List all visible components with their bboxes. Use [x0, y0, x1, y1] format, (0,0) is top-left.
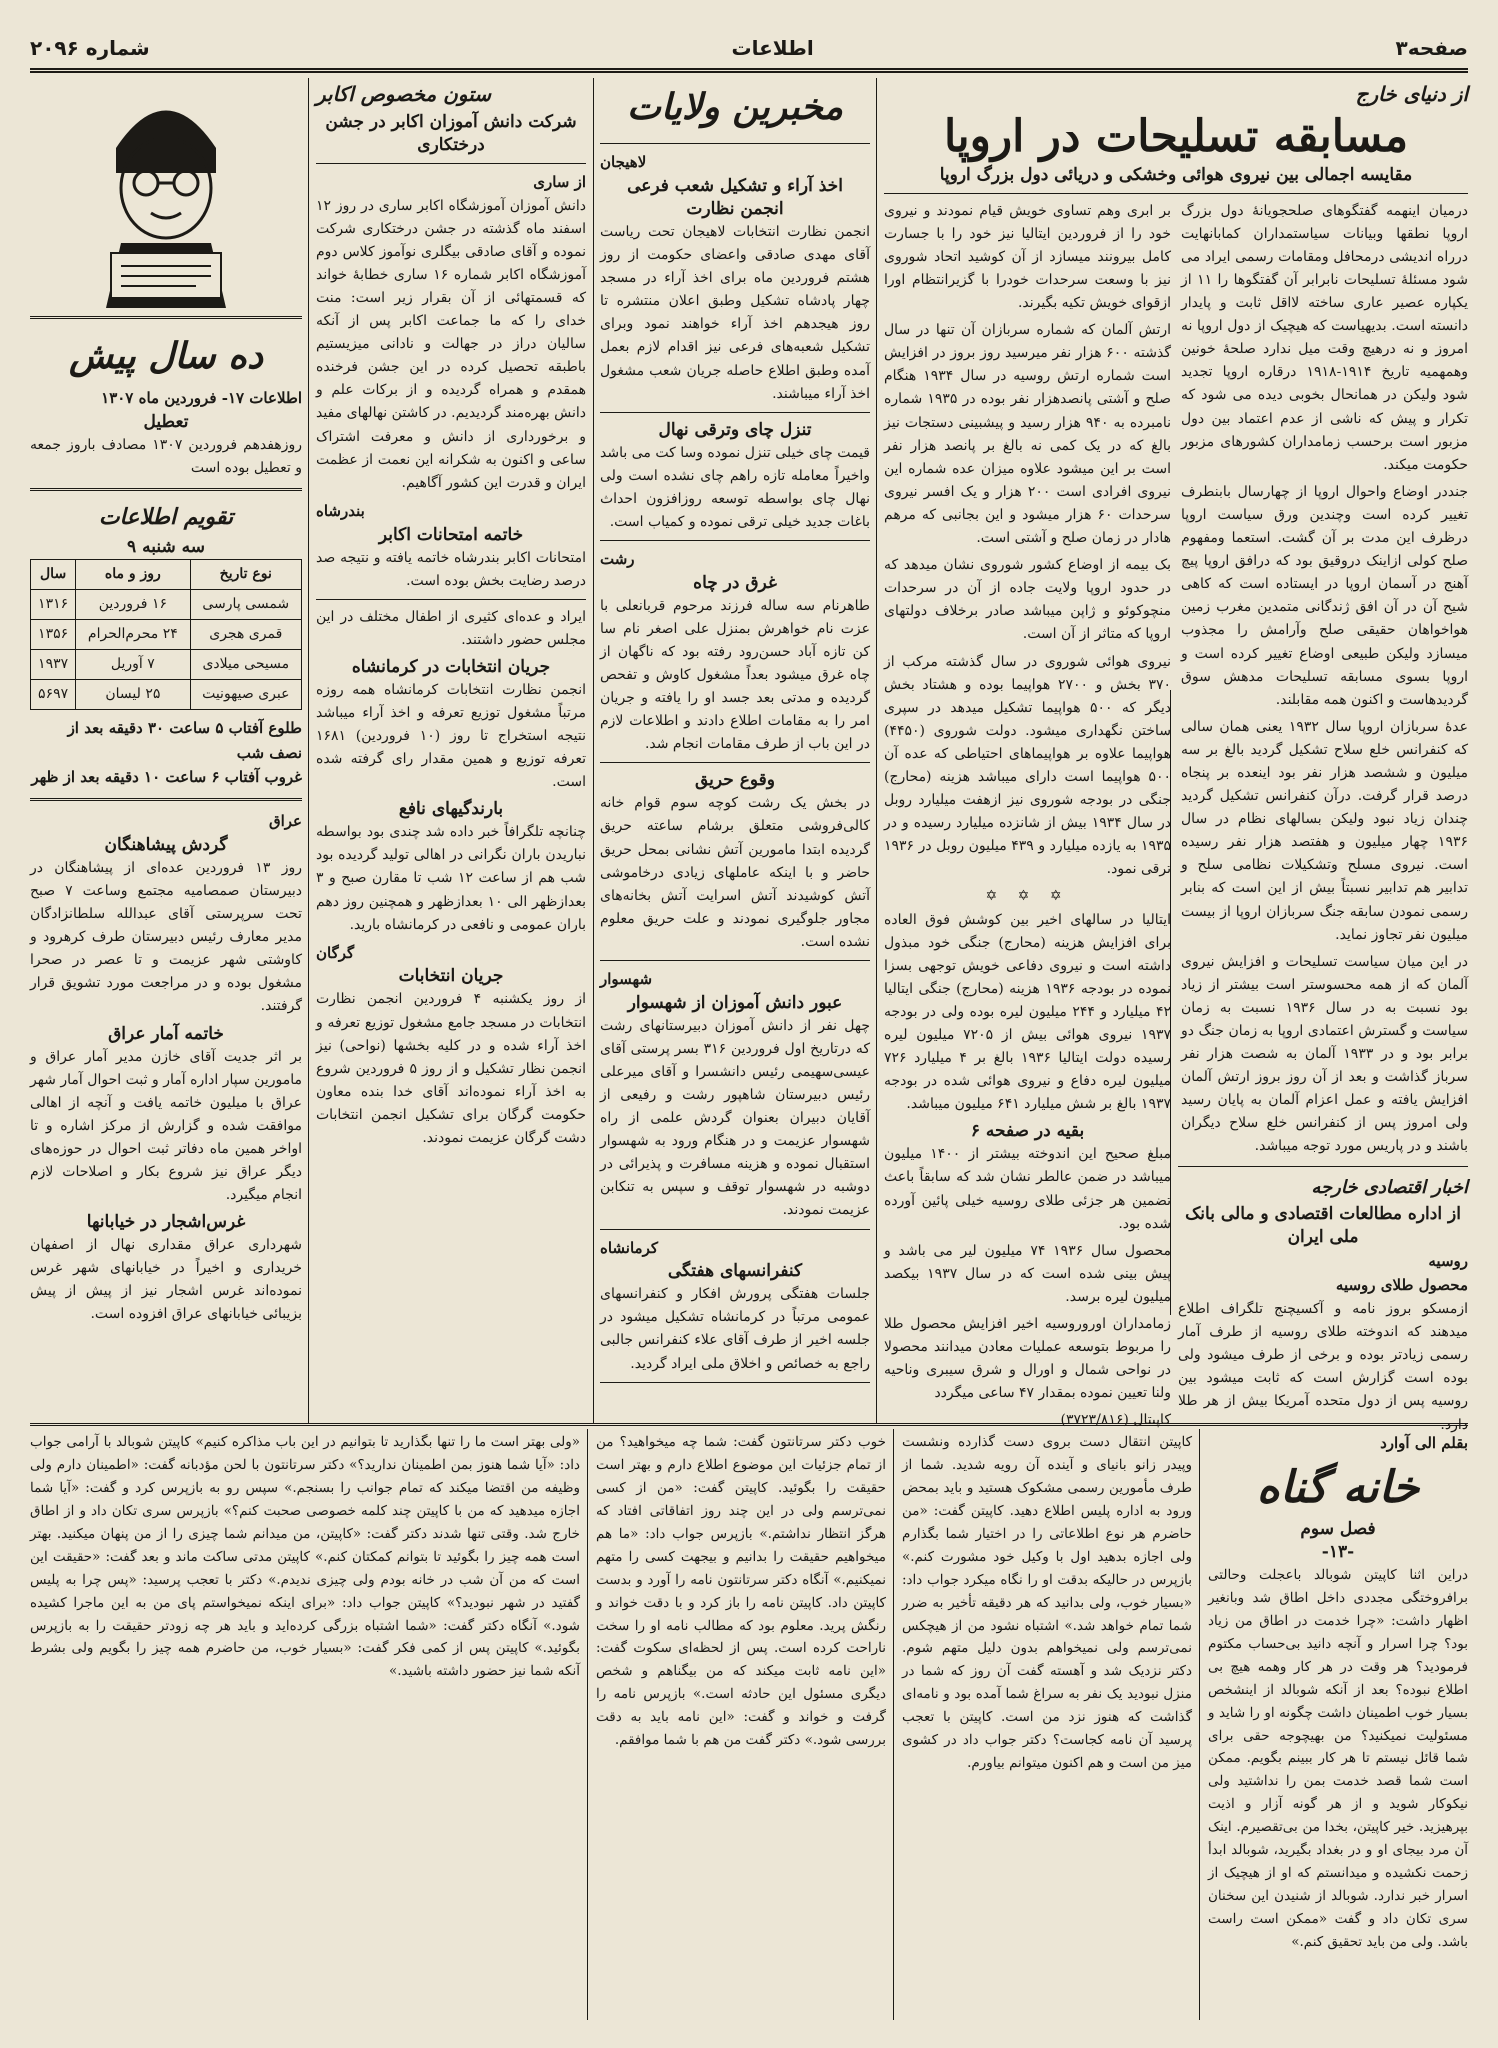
- calendar-cell: مسیحی میلادی: [190, 649, 301, 679]
- calendar-header: نوع تاریخ: [190, 559, 301, 589]
- article-paragraph: مبلغ صحیح این اندوخته بیشتر از ۱۴۰۰ میلیون میباشد در ضمن عالطر نشان شد که سابقاً باعث تضمین هر جزئی طلای روسیه خیلی پائین آورده شده بود.: [884, 1146, 1172, 1232]
- calendar-cell: ۵۶۹۷: [31, 679, 76, 709]
- headline: خاتمه امتحانات اکابر: [378, 524, 524, 545]
- calendar-cell: ۱۳۵۶: [31, 619, 76, 649]
- article-paragraph: روزهفدهم فروردین ۱۳۰۷ مصادف باروز جمعه و تعطیل بوده است: [30, 437, 302, 477]
- calendar-cell: شمسی پارسی: [190, 589, 301, 619]
- article-paragraph: ارتش آلمان که شماره سربازان آن تنها در سال گذشته ۶۰۰ هزار نفر میرسید روز بروز در افزایش است شماره ارتش روسیه در سال ۱۹۳۴ هنگام صلح و آشتی پانصدهزار نفر بوده در ۱۹۳۵ شماره نامبرده به ۹۴۰ هزار رسید و پیشبینی دستجات نیز بالغ که در یک کمی نه بالغ بر پانصد هزار نفر است بر این میشود علاوه میزان عده شماره این نیروی افرادی است ۲۰۰ هزار و یک افسر نیروی سرحدات ۶۰ هزار میشود و این بجانبی که مرهم هادار در زمان صلح و آشتی است.: [884, 322, 1172, 547]
- calendar-row: [31, 589, 302, 619]
- place-label: کرمانشاه: [600, 1238, 659, 1257]
- serial-story-band: [30, 1423, 1468, 2020]
- story-chapter: فصل سوم: [1300, 1519, 1376, 1540]
- section-title: مخبرین ولایات: [627, 86, 843, 128]
- headline: وقوع حریق: [695, 770, 775, 791]
- place-label: از ساری: [533, 172, 586, 191]
- story-column: [30, 1423, 580, 2020]
- article-paragraph: درمیان اینهمه گفتگوهای صلحجویانهٔ دول بزرگ اروپا نطقها وبیانات سیاستمداران کمابانهایت درراه اندیشی درمحافل ومقامات رسمی ایراد می شود مسئلهٔ تسلیحات نابرابر آن گفتگوها را ۱۱ از یکپاره عصیر عاری ساخته لااقل ثابت و پایدار دانسته است. بدیهیاست که هیچیک از دول اروپا نه امروز و نه درهیچ وقت میل ندارد صلحهٔ خونین وهمهمیه تاریخ ۱۹۱۴-۱۹۱۸ درقاره اروپا تجدید شود ولیکن در همانحال بخوبی دیده می شود که تکرار و پیش که ناشی از عدم اعتماد بین دول مزبور است برحسب زمامداران کشورهای مزبور حکومت میکند.: [1181, 202, 1468, 473]
- article-paragraph: ایتالیا در سالهای اخیر بین کوشش فوق العاده برای افزایش هزینه (محارج) جنگی خود مبذول داشته است و نیروی دفاعی خویش توجهی بسزا نموده در بودجه ۱۹۳۶ هزینه (محارج) جنگی ایتالیا ۴۲ میلیارد و ۲۴۴ میلیون لیره بوده ولی در بودجه ۱۹۳۷ نیروی هوائی بیش از ۷۲۰۵ میلیون لیره رسیده دولت ایتالیا ۱۹۳۶ بالغ بر ۴ میلیارد ۷۲۶ میلیون لیره دفاع و نیروی هوائی شده در بودجه ۱۹۳۷ بالغ بر شش میلیارد ۶۴۱ میلیون میباشد.: [884, 911, 1171, 1113]
- article-paragraph: در این میان سیاست تسلیحات و افزایش نیروی آلمان که از همه محسوستر است بیشتر از زیاد بود نسبت به در سال ۱۹۳۶ نسبت به زمان سیاست و گسترش اعتمادی اروپا به زمان جنگ دو برابر بود و در ۱۹۳۳ آلمان به شصت هزار نفر سرباز گذاشت و بعد از آن روز بروز ارتش آلمان افزایش یافته و عمل اعزام آلمان به پایان رسید ولی امروز پس از کنفرانس خلع سلاح دیگران باشند و در پاریس مورد توجه میباشد.: [1181, 953, 1469, 1155]
- place-label: عراق: [268, 812, 302, 831]
- article-paragraph: زمامداران اوروروسیه اخیر افزایش محصول طلا را مربوط بتوسعه عملیات معادن میدانند محصولا در نواحی شمال و اورال و شرق سیبری وناحیه ولنا تعیین نموده بمقدار ۴۷ ساعی میگردد: [884, 1315, 1171, 1402]
- issue-number: شماره ۲۰۹۶: [30, 36, 150, 60]
- calendar-row: [31, 619, 302, 649]
- story-number: -۱۳-: [1321, 1542, 1355, 1563]
- headline: تعطیل: [143, 412, 189, 433]
- article-paragraph: انجمن نظارت انتخابات کرمانشاه همه روزه مرتباً مشغول توزیع تعرفه و اخذ آراء میباشد نتیجه استخراج تا روز (۱۰ فروردین) ۱۶۸۱ تعرفه توزیع و همین مقدار رای گرفته شده است.: [316, 681, 586, 791]
- headline: جریان انتخابات در کرمانشاه: [351, 656, 551, 677]
- article-paragraph: چهل نفر از دانش آموزان دبیرستانهای رشت که درتاریخ اول فروردین ۳۱۶ بسر پرستی آقای عیسی‌سهیمی رئیس دانشسرا و آقای میرعلی رئیس دبیرستان شاهپور رشت و رفیعی از آقایان دبیران بعنوان گردش علمی از راه شهسوار عزیمت و در هنگام ورود به شهسوار استقبال نموده و هزینه مسافرت و پذیرائی در دوشبه در شهسوار توقف و سپس به تنکابن عزیمت نمودند.: [600, 1017, 870, 1219]
- article-paragraph: قیمت چای خیلی تنزل نموده وسا کت می باشد واخیراً معامله تازه راهم چای نشده است ولی نهال چای بواسطه توسعه روزافزون احداث باغات جدید خیلی ترقی نموده و کمیاب است.: [600, 444, 870, 530]
- page-number: صفحه۳: [1395, 36, 1468, 60]
- calendar-cell: ۱۶ فروردین: [76, 589, 190, 619]
- calendar-cell: ۱۳۱۶: [31, 589, 76, 619]
- article-paragraph: نیروی هوائی شوروی در سال گذشته مرکب از ۳۷۰ بخش و ۲۷۰۰ هواپیما بوده و هشتاد بخش دیگر که ۵۰۰ هواپیما تشکیل میدهد در سپری ساختن نگهداری میشود. دولت شوروی (۴۴۵۰) هواپیما علاوه بر هواپیماهای احتیاطی که عده آن ۵۰۰ هواپیما است دارای میباشد هزینه (محارج) جنگی در بودجه شوروی نیز ازهفت میلیارد روبل در سال ۱۹۳۴ بیش از شانزده میلیارد رسیده و در ۱۹۳۵ به یازده میلیارد و ۴۳۹ میلیون روبل در ۱۹۳۶ ترقی نمود.: [884, 653, 1171, 878]
- section-title: ده سال پیش: [68, 335, 264, 377]
- story-paragraph: کاپیتن انتقال دست بروی دست گذارده ونشست وپیدر زانو بانیای و آینده آن رویه شدید. شما از طرف مأمورین رسمی مشکوک هستید و باید بمحض ورود به اداره پلیس اطلاع دهید. کاپیتن گفت: «من حاضرم هر نوع اطلاعاتی را در اختیار شما بگذارم ولی اجازه بدهید اول با وکیل خود مشورت کنم.» بازپرس در حالیکه بدقت او را نگاه میکرد جواب داد: «بسیار خوب، ولی بدانید که هر دقیقه تأخیر به ضرر شما تمام خواهد شد.» اشتباه نشود من از هیچکس نمی‌ترسم ولی نمیخواهم بدون دلیل متهم شوم. دکتر نزدیک شد و آهسته گفت آن روز که شما در منزل نبودید یک نفر به سراغ شما آمده بود و نامه‌ای گذاشت که هنوز نزد من است. کاپیتن با تعجب پرسید آن نامه کجاست؟ دکتر جواب داد در کشوی میز من است و هم اکنون میتوانم بیاورم.: [902, 1434, 1192, 1772]
- article-paragraph: چنانچه تلگرافاً خبر داده شد چندی بود بواسطه نباریدن باران نگرانی در اهالی تولید گردیده بود شب هم از ساعت ۱۲ شب تا مقارن صبح و ۳ بعدازظهر الی ۱۰ بعدازظهر و همچنین روز دهم باران عمومی و نافعی در کرمانشاه بارید.: [316, 824, 586, 933]
- story-paragraph: دراین اثنا کاپیتن شوبالد باعجلت وحالتی برافروختگی مجددی داخل اطاق شد وبانغیر اظهار داشت: «چرا خدمت در اطاق من زیاد بود؟ چرا اسرار و آنچه دانید بی‌حساب مکتوم فرمودید؟ هر وقت در هر کار وهمه هیچ بی اطلاع نبوده؟ بعد از آنکه شوبالد از اینشخص بسیار خوب اطمینان داشت چگونه او را شاید و مسئولیت نمیکنید؟ من بهیچوجه حقی برای شما قائل نیستم تا هر کار ببینم بگویم. ممکن است شما قصد خدمت بمن را نداشتید ولی نیکوکار شوید و از هر گونه آزار و اذیت بپرهیزید. خیر کاپیتن، بخدا من بی‌تقصیرم. اینک آن مرد بیجای او و در بغداد بگیرید، شوبالد ابدأ زحمت نکشیده و میدانستم که او از هیچیک از اسرار خبر ندارد. شوبالد از شنیدن این سخنان سری تکان داد و گفت «ممکن است راست باشد. ولی من باید تحقیق کنم.»: [1208, 1566, 1468, 1950]
- subheadline: انجمن نظارت: [686, 199, 784, 220]
- article-paragraph: از روز یکشنبه ۴ فروردین انجمن نظارت انتخابات در مسجد جامع مشغول توزیع تعرفه و اخذ آراء شده و در کلیه بخشها (نواحی) نیز انجمن نظار تشکیل و از روز ۵ فروردین شروع به اخذ آراء نموده‌اند آقای خدا بنده معاون حکومت گرگان برای تشکیل انجمن انتخابات دشت گرگان عزیمت نمودند.: [316, 991, 586, 1146]
- calendar-cell: ۷ آوریل: [76, 649, 190, 679]
- article-paragraph: امتحانات اکابر بندرشاه خاتمه یافته و نتیجه صد درصد رضایت بخش بوده است.: [316, 549, 586, 589]
- paper-name: اطلاعات: [731, 36, 814, 60]
- article-paragraph: روز ۱۳ فروردین عده‌ای از پیشاهنگان در دبیرستان صمصامیه مجتمع وساعت ۷ صبح تحت سرپرستی آقای عبدالله سلطانزادگان مدیر معارف رئیس دبیرستان طرف کرهرود و کاوشتی شهر عزیمت و تا عصر در صحرا مشغول بوده و در مراجعت مورد تشویق قرار گرفتند.: [30, 859, 302, 1015]
- calendar-cell: ۱۹۳۷: [31, 649, 76, 679]
- place-label: بندرشاه: [316, 501, 365, 520]
- calendar-cell: ۲۴ محرم‌الحرام: [76, 619, 190, 649]
- left-column: [30, 78, 302, 1423]
- article-paragraph: جنددر اوضاع واحوال اروپا از چهارسال بابنطرف تغییر کرده است وچندین ورق سیاست اروپا درظرف این مدت بر آن گشت. استعما ومفهوم صلح کولی ازاینک دروقیق بود که درافق اروپا پیچ آهنج در آسمان اروپا در ایستاده است که کاهی شیح آن در آن افق ژندگانی متمدین مغرب زمین هواخواهان حقیقی صلح وآرامش را مجذوب میسازد ولیکن طبیعی اوضاع تغییر کرده است و اروپا بسوی مسابقه تسلیحات مدهش سوق گردیدهاست و اکنون همه مقابلند.: [1181, 483, 1468, 708]
- column-divider: [308, 78, 309, 1423]
- article-paragraph: دانش آموزان آموزشگاه اکابر ساری در روز ۱۲ اسفند ماه گذشته در جشن درختکاری شرکت نموده و آقای صادقی بیگلری نوآموز کلاس دوم آموزشگاه اکابر شماره ۱۶ ساری خطابهٔ خواند که قسمتهائی از آن بقرار زیر است: منت خدای را که ما جماعت اکابر پس از آنکه سالیان دراز در جهالت و نادانی میزیستیم باطبقه تحصیل کرده در این جشن فرخنده همقدم و همراه گردیده و از برکات علم و دانش بهره‌مند گردیدیم. در کاشتن نهالهای مفید و برخورداری از دانش و معرفت اشتراک ساعی و اکنون به شکرانه این نعمت از عظمت ایران و قدرت این کشور آگاهیم.: [316, 197, 586, 491]
- story-column: [902, 1423, 1192, 2020]
- headline: غرق در چاه: [693, 572, 777, 593]
- article-paragraph: بر اثر جدیت آقای خازن مدیر آمار عراق و مامورین سپار اداره آمار و ثبت احوال آمار شهر عراق با میلیون خاتمه یافت و آنچه از اهالی موافقت شده و گزارش از مرکز اشاره و تا اواخر همین ماه دفاتر ثبت احوال در حوزه‌های دیگر عراق نیز شروع بکار و اصلاحات لازم انجام میگیرد.: [30, 1048, 302, 1204]
- author-label: بقلم الی آوارد: [1380, 1434, 1468, 1452]
- story-title: خانه گناه: [1256, 1461, 1420, 1513]
- calendar-cell: ۲۵ لیسان: [76, 679, 190, 709]
- calendar-cell: قمری هجری: [190, 619, 301, 649]
- subheadline: محصول طلای روسیه: [1335, 1276, 1468, 1295]
- article-paragraph: شهرداری عراق مقداری نهال از اصفهان خریداری و اخیراً در خیابانهای شهر غرس نموده‌اند غرس اشجار نیز از پیش از پیش بزیبائی خیابانهای عراق افزوده است.: [30, 1237, 302, 1323]
- story-paragraph: خوب دکتر سرتانتون گفت: شما چه میخواهید؟ من از تمام جزئیات این موضوع اطلاع دارم و بهتر است حقیقت را بگوئید. کاپیتن گفت: «من از کسی نمی‌ترسم ولی در این چند روز اتفاقاتی افتاد که هرگز انتظار نداشتم.» بازپرس جواب داد: «ما هم میخواهیم حقیقت را بدانیم و بیجهت کسی را متهم نمیکنیم.» آنگاه دکتر سرتانتون نامه را آورد و بدست کاپیتن داد. کاپیتن نامه را باز کرد و با دقت خواند و رنگش پرید. معلوم بود که مطالب نامه او را سخت ناراحت کرده است. پس از لحظه‌ای سکوت گفت: «این نامه ثابت میکند که من بیگناهم و شخص دیگری مسئول این حادثه است.» بازپرس نامه را گرفت و خواند و گفت: «این نامه باید به دقت بررسی شود.» دکتر گفت من هم با شما موافقم.: [596, 1434, 886, 1749]
- calendar-row: [31, 649, 302, 679]
- masthead-rule: [30, 68, 1468, 73]
- column-divider: [876, 78, 877, 1423]
- article-paragraph: انجمن نظارت انتخابات لاهیجان تحت ریاست آقای مهدی صادقی واعضای حکومت از روز هشتم فروردین ماه برای اخذ آراء در مسجد چهار پادشاه تشکیل وطبق اعلان منتشره تا روز هیجدهم اخذ آراء خواهند نمود وبرای تشکیل شعبه‌های فرعی نیز اقدام لازم بعمل آمده وطبق اطلاع حاصله جریان شعب مشغول اخذ آراء میباشند.: [600, 224, 870, 402]
- section-label: از دنیای خارج: [1355, 82, 1468, 106]
- calendar-day: سه شنبه ۹: [127, 536, 205, 557]
- column-title: ستون مخصوص اکابر: [316, 82, 491, 106]
- place-label: گرگان: [316, 943, 355, 962]
- calendar-row: [31, 679, 302, 709]
- economic-news-section: [1178, 1160, 1468, 1433]
- country-label: روسیه: [1428, 1251, 1468, 1270]
- headline: جریان انتخابات: [398, 966, 504, 987]
- article-paragraph: در بخش یک رشت کوچه سوم قوام خانه کالی‌فروشی متعلق برشام ساعته حریق گردیده ابتدا مامورین آتش نشانی بمحل حریق حاضر و با اینکه عاملهای زیادی درخاموشی آتش کوشیدند آتش اسرایت آتش بخانه‌های مجاور جلوگیری نمودند و علت حریق معلوم نشده است.: [600, 795, 870, 950]
- place-label: رشت: [600, 550, 635, 569]
- headline: عبور دانش آموزان از شهسوار: [627, 992, 843, 1013]
- article-paragraph: جلسات هفتگی پرورش افکار و کنفرانسهای عمومی مرتباً در کرمانشاه تشکیل میشود در جلسه اخیر از طرف آقای علاء کنفرانس جالبی راجع به خصائص و اخلاق ملی ایراد گردید.: [600, 1286, 870, 1372]
- article-paragraph: محصول سال ۱۹۳۶ ۷۴ میلیون لیر می باشد و پیش بینی شده است که در سال ۱۹۳۷ بیکصد میلیون لیره برسد.: [884, 1242, 1172, 1305]
- story-column: [596, 1423, 886, 2020]
- column-divider: [593, 78, 594, 1423]
- article-paragraph: ایراد و عده‌ای کثیری از اطفال مختلف در این مجلس حضور داشتند.: [316, 608, 586, 648]
- headline: اخذ آراء و تشکیل شعب فرعی: [627, 176, 843, 197]
- calendar-cell: عبری صیهونیت: [190, 679, 301, 709]
- article-paragraph: بر ابری وهم تساوی خویش قیام نمودند و نیروی خود را از فروردین ایتالیا نیز خود را با جسارت کامل بیرونند میسازد از آن کوشید اتحاد شوروی نیز با وسعت سرحدات خودرا با گزیرانتظام اورا ازقوای خویش تکیه بگیرند.: [884, 202, 1171, 312]
- calendar-table: [30, 559, 302, 710]
- reader-illustration-icon: [76, 78, 256, 308]
- article-paragraph: کاپیتال (۳۷۲۳/۸۱۶): [1060, 1412, 1171, 1429]
- headline: غرس‌اشجار در خیابانها: [86, 1212, 246, 1233]
- sunrise-line: طلوع آفتاب ۵ ساعت ۳۰ دقیقه بعد از نصف شب: [67, 718, 302, 762]
- headline: خاتمه آمار عراق: [108, 1023, 224, 1044]
- story-column: [1208, 1423, 1468, 2020]
- article-paragraph: بک بیمه از اوضاع کشور شوروی نشان میدهد که در حدود اروپا ولایت جاده از آن در سرحدات منچوکوئو و ژاپن میباشد صادر برخلاف دولتهای اروپا که متاثر از آن است.: [884, 557, 1171, 643]
- headline: تنزل چای وترقی نهال: [658, 419, 812, 440]
- calendar-header: سال: [31, 559, 76, 589]
- headline: کنفرانسهای هفتگی: [667, 1261, 803, 1282]
- headline: مسابقه تسلیحات در اروپا: [943, 111, 1409, 162]
- article-paragraph: طاهرنام سه ساله فرزند مرحوم قربانعلی با عزت نام خواهرش بمنزل علی اصغر نام سا کن تازه آباد حسن‌رود رفته بود که ناگهان از چاه غرق میشود بعداً مشغول کاوش و تفحص گردیده و مدتی بعد جسد او را یافته و جریان امر را به مقامات اطلاع دادند و اطلاعات لازم در این باب از طرف مقامات انجام شد.: [600, 597, 870, 753]
- article-paragraph: عدهٔ سربازان اروپا سال ۱۹۳۲ یعنی همان سالی که کنفرانس خلع سلاح تشکیل گردید بالغ بر سه میلیون و ششصد هزار نفر بود اینعده بر پنجاه درصد قرار گرفت. درآن کنفرانس تشکیل گردید چندان زیاد نبود ولیکن بسالهای نظام در سال ۱۹۳۶ چهار میلیون و هفتصد هزار نفر رسیده است. نیروی مسلح وتشکیلات نظامی سلح و تدابیر هم تدابیر نسبتاً بیش از این است که بنابر رسمی نمودن سابقه جنگ سربازان اروپا از بیست میلیون نفر تجاوز نماید.: [1181, 718, 1468, 943]
- date-line: اطلاعات ۱۷- فروردین ماه ۱۳۰۷: [101, 389, 302, 408]
- sunset-line: غروب آفتاب ۶ ساعت ۱۰ دقیقه بعد از ظهر: [31, 768, 302, 787]
- article-paragraph: ازمسکو بروز نامه و آکسیچنج تلگراف اطلاع میدهند که اندوخته طلای روسیه از طرف آمار رسمی زیادتر بوده و برخی از طرف میشود ولی بوده است گزارش است که ثابت میشود بین روسیه پس از دول متحده آمریکا بیش از هر طلا دارد.: [1178, 1301, 1468, 1433]
- headline: از اداره مطالعات اقتصادی و مالی بانک ملی ایران: [1185, 1203, 1461, 1247]
- calendar-header: روز و ماه: [76, 559, 190, 589]
- place-label: لاهیجان: [600, 153, 647, 172]
- place-label: شهسوار: [600, 970, 653, 989]
- story-paragraph: «ولی بهتر است ما را تنها بگذارید تا بتوانیم در این باب مذاکره کنیم» کاپیتن شوبالد با آرامی جواب داد: «آیا شما هنوز بمن اطمینان ندارید؟» دکتر سرتانتون با لحن مؤدبانه گفت: «اطمینان دارم ولی وظیفه من اقتضا میکند که تمام جوانب را بسنجم.» سپس رو به بازپرس کرد و گفت: «آیا شما اجازه میدهید که من با کاپیتن چند کلمه خصوصی صحبت کنم؟» بازپرس سری تکان داد و از اطاق خارج شد. وقتی تنها شدند دکتر گفت: «کاپیتن، من میدانم شما چیزی را از من پنهان میکنید. بهتر است همه چیز را بگوئید تا بتوانم کمکتان کنم.» کاپیتن مدتی ساکت ماند و بعد گفت: «حقیقت این است که من آن شب در خانه بودم ولی چیزی ندیدم.» دکتر با تعجب پرسید: «پس چرا به پلیس گفتید در شهر نبودید؟» کاپیتن جواب داد: «برای اینکه نمیخواستم پای من به این ماجرا کشیده شود.» آنگاه دکتر گفت: «شما اشتباه بزرگی کرده‌اید و باید هر چه زودتر حقیقت را به بازپرس بگوئید.» کاپیتن پس از کمی فکر گفت: «بسیار خوب، من حاضرم همه چیز را بگویم ولی بشرط آنکه شما نیز حضور داشته باشید.»: [30, 1434, 580, 1680]
- calendar-title: تقویم اطلاعات: [98, 504, 234, 531]
- headline: گردش پیشاهنگان: [104, 834, 228, 855]
- separator-stars: ✡ ✡ ✡: [985, 888, 1070, 905]
- headline: بارندگیهای نافع: [398, 799, 504, 820]
- headline: شرکت دانش آموزان اکابر در جشن درختکاری: [325, 112, 577, 155]
- continued-note: بقیه در صفحه ۶: [970, 1121, 1085, 1142]
- subheadline: مقایسه اجمالی بین نیروی هوائی وخشکی و دریائی دول بزرگ اروپا: [939, 164, 1413, 185]
- adult-education-section: [316, 78, 586, 1423]
- provinces-section: [600, 78, 870, 1423]
- masthead: [30, 30, 1468, 66]
- section-label: اخبار اقتصادی خارجه: [1311, 1177, 1468, 1198]
